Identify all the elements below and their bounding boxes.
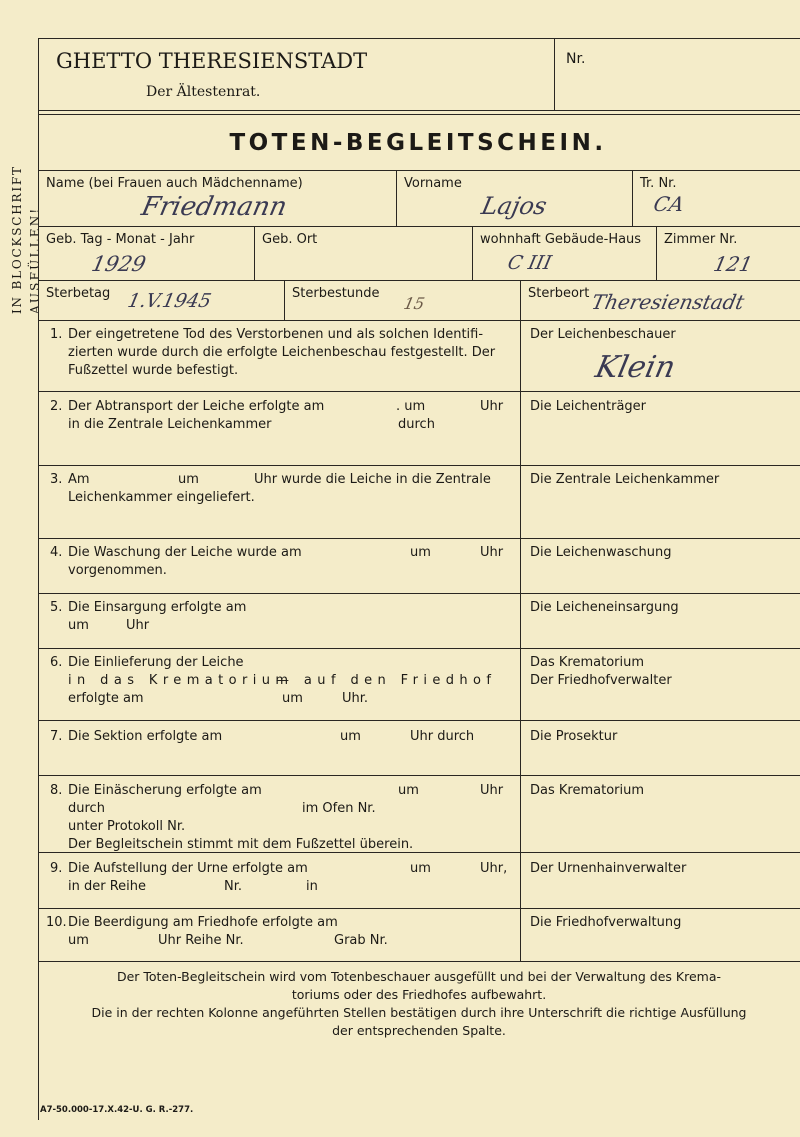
wohnhaft-label: wohnhaft Gebäude-Haus [480,232,642,247]
row2-text-a: Der Abtransport der Leiche erfolgte am [68,399,325,414]
sterbetag-divider [284,280,285,320]
header-subtitle: Der Ältestenrat. [146,84,261,100]
row7-text-b: um [340,729,361,744]
name-value: Friedmann [138,192,290,222]
row6-bottom [38,720,800,721]
row5-text-b: um [68,618,89,633]
row7-right-label: Die Prosektur [530,729,618,744]
row9-bottom [38,908,800,909]
row3-text-c: Uhr wurde die Leiche in die Zentrale [254,472,491,487]
row9-text-c: Uhr, [480,861,508,876]
row9-num: 9. [50,861,63,876]
row5-text-c: Uhr [126,618,150,633]
row10-text-c: Uhr Reihe Nr. [158,933,244,948]
vorname-value: Lajos [479,192,550,220]
footer-line2: toriums oder des Friedhofes aufbewahrt. [291,987,547,1002]
row8-text-e: im Ofen Nr. [302,801,376,816]
row1-line2: zierten wurde durch die erfolgte Leichenbeschau festgestellt. Der [68,345,496,360]
sterbeort-label: Sterbeort [528,286,590,301]
wohnhaft-value: C III [505,252,554,274]
geb-ort-divider [472,226,473,280]
row9-text-e: Nr. [224,879,243,894]
row5-bottom [38,648,800,649]
row8-text-g: Der Begleitschein stimmt mit dem Fußzettel überein. [68,837,414,852]
header-divider [554,38,555,110]
row1-bottom [38,391,800,392]
zimmer-value: 121 [711,252,755,276]
row9-text-b: um [410,861,431,876]
footer-note [44,968,794,1040]
row8-bottom [38,852,800,853]
row1-line3: Fußzettel wurde befestigt. [68,363,239,378]
row2-text-d: in die Zentrale Leichenkammer [68,417,272,432]
row10-num: 10. [46,915,67,930]
row3-text-a: Am [68,472,90,487]
row6-num: 6. [50,655,63,670]
header-bottom-line-2 [38,114,800,115]
row1-right-label: Der Leichenbeschauer [530,327,676,342]
row3-text-b: um [178,472,199,487]
row10-text-a: Die Beerdigung am Friedhofe erfolgte am [68,915,338,930]
footer-line3: Die in der rechten Kolonne angeführten Stellen bestätigen durch ihre Unterschrift die richtige Ausfüllung [91,1005,747,1020]
row7-text-a: Die Sektion erfolgte am [68,729,223,744]
tr-nr-label: Tr. Nr. [640,176,677,191]
sterbetag-value: 1.V.1945 [125,290,214,312]
row6-text-f: Uhr. [342,691,369,706]
geb-ort-label: Geb. Ort [262,232,318,247]
row4-num: 4. [50,545,63,560]
row4-bottom [38,593,800,594]
header-title: GHETTO THERESIENSTADT [56,49,368,73]
row2-right-label: Die Leichenträger [530,399,647,414]
row4-text-a: Die Waschung der Leiche wurde am [68,545,302,560]
print-code: A7-50.000-17.X.42-U. G. R.-277. [40,1105,194,1115]
nr-label: Nr. [566,51,586,67]
geb-tag-label: Geb. Tag - Monat - Jahr [46,232,195,247]
row9-text-a: Die Aufstellung der Urne erfolgte am [68,861,308,876]
row2-num: 2. [50,399,63,414]
row4-right-label: Die Leichenwaschung [530,545,672,560]
row2-text-b: . um [396,399,426,414]
geb-tag-value: 1929 [89,252,149,276]
row6-text-e: um [282,691,303,706]
row4-text-b: um [410,545,431,560]
header-bottom-line [38,110,800,111]
row1-line1: Der eingetretene Tod des Verstorbenen und als solchen Identifi- [68,327,484,342]
footer-line1: Der Toten-Begleitschein wird vom Totenbeschauer ausgefüllt und bei der Verwaltung des Krema- [116,969,722,984]
sterbestunde-value: 15 [401,294,427,313]
row6-text-d: erfolgte am [68,691,144,706]
side-note-line2: AUSFÜLLEN! [28,206,42,314]
row4-text-c: Uhr [480,545,504,560]
wohnhaft-divider [656,226,657,280]
zimmer-label: Zimmer Nr. [664,232,738,247]
row8-text-f: unter Protokoll Nr. [68,819,186,834]
row10-text-b: um [68,933,89,948]
row2-text-c: Uhr [480,399,504,414]
row2-text-e: durch [398,417,435,432]
row2-bottom [38,465,800,466]
row-b-bottom [38,280,800,281]
row3-text-d: Leichenkammer eingeliefert. [68,490,255,505]
row8-text-a: Die Einäscherung erfolgte am [68,783,262,798]
row8-text-c: Uhr [480,783,504,798]
row7-bottom [38,775,800,776]
frame-top [38,38,800,39]
row8-text-b: um [398,783,419,798]
footer-line4: der entsprechenden Spalte. [332,1023,506,1038]
row5-text-a: Die Einsargung erfolgte am [68,600,247,615]
row6-text-c: — auf den Friedhof [276,673,497,688]
row6-right-label-2: Der Friedhofverwalter [530,673,672,688]
fields-top-line [38,170,800,171]
vorname-divider [632,170,633,226]
frame-left [38,38,39,1120]
row10-right-label: Die Friedhofverwaltung [530,915,682,930]
row6-right-label: Das Krematorium [530,655,645,670]
form-title: TOTEN-BEGLEITSCHEIN. [229,130,607,156]
row-a-bottom [38,226,800,227]
row7-num: 7. [50,729,63,744]
row10-bottom [38,961,800,962]
name-divider [396,170,397,226]
row5-right-label: Die Leicheneinsargung [530,600,679,615]
leichenbeschauer-signature: Klein [592,350,679,385]
row3-bottom [38,538,800,539]
sterbestunde-label: Sterbestunde [292,286,380,301]
row1-num: 1. [50,327,63,342]
row6-text-a: Die Einlieferung der Leiche [68,655,244,670]
row8-num: 8. [50,783,63,798]
geb-tag-divider [254,226,255,280]
vorname-label: Vorname [404,176,462,191]
row9-right-label: Der Urnenhainverwalter [530,861,687,876]
row9-text-f: in [306,879,318,894]
sterbetag-label: Sterbetag [46,286,111,301]
row8-text-d: durch [68,801,105,816]
row3-num: 3. [50,472,63,487]
row8-right-label: Das Krematorium [530,783,645,798]
side-note-line1: IN BLOCKSCHRIFT [10,165,24,314]
row5-num: 5. [50,600,63,615]
tr-nr-value: CA [651,192,687,216]
row-c-bottom [38,320,800,321]
row10-text-d: Grab Nr. [334,933,388,948]
row9-text-d: in der Reihe [68,879,147,894]
row3-right-label: Die Zentrale Leichenkammer [530,472,720,487]
sterbestunde-divider [520,280,521,962]
row6-text-b: in das Krematorium [68,673,294,688]
name-label: Name (bei Frauen auch Mädchenname) [46,176,303,191]
row4-text-d: vorgenommen. [68,563,167,578]
row7-text-c: Uhr durch [410,729,475,744]
sterbeort-value: Theresienstadt [589,290,747,314]
